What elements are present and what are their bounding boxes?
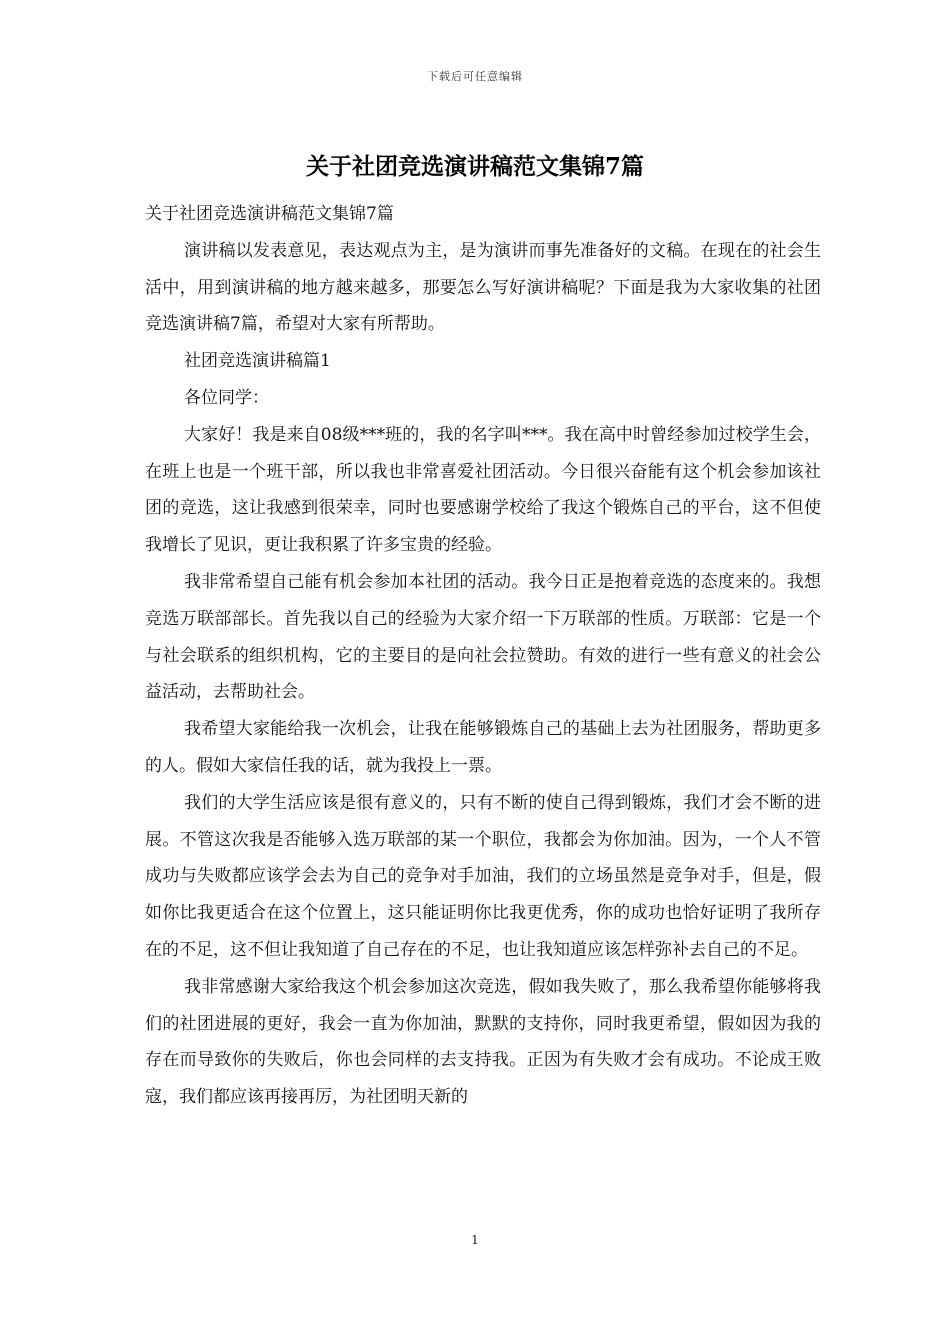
paragraph: 我非常希望自己能有机会参加本社团的活动。我今日正是抱着竞选的态度来的。我想竞选万联部部长。首先我以自己的经验为大家介绍一下万联部的性质。万联部：它是一个与社会联系的组织机构，它的主要目的是向社会拉赞助。有效的进行一些有意义的社会公益活动，去帮助社会。 — [145, 571, 821, 703]
document-subtitle: 关于社团竞选演讲稿范文集锦7篇 — [145, 204, 394, 224]
document-title: 关于社团竞选演讲稿范文集锦7篇 — [305, 153, 644, 180]
salutation: 各位同学： — [184, 387, 269, 408]
section-heading: 社团竞选演讲稿篇1 — [184, 351, 331, 372]
document-body — [145, 196, 821, 1116]
paragraph: 我非常感谢大家给我这个机会参加这次竞选，假如我失败了，那么我希望你能够将我们的社团进展的更好，我会一直为你加油，默默的支持你，同时我更希望，假如因为我的存在而导致你的失败后，你也会同样的去支持我。正因为有失败才会有成功。不论成王败寇，我们都应该再接再厉，为社团明天新的 — [145, 976, 821, 1108]
paragraph: 我们的大学生活应该是很有意义的，只有不断的使自己得到锻炼，我们才会不断的进展。不管这次我是否能够入选万联部的某一个职位，我都会为你加油。因为，一个人不管成功与失败都应该学会去为自己的竞争对手加油，我们的立场虽然是竞争对手，但是，假如你比我更适合在这个位置上，这只能证明你比我更优秀，你的成功也恰好证明了我所存在的不足，这不但让我知道了自己存在的不足，也让我知道应该怎样弥补去自己的不足。 — [145, 792, 821, 960]
page-header-note: 下载后可任意编辑 — [427, 70, 523, 83]
paragraph: 我希望大家能给我一次机会，让我在能够锻炼自己的基础上去为社团服务，帮助更多的人。假如大家信任我的话，就为我投上一票。 — [145, 719, 821, 776]
paragraph: 大家好！我是来自08级***班的，我的名字叫***。我在高中时曾经参加过校学生会，在班上也是一个班干部，所以我也非常喜爱社团活动。今日很兴奋能有这个机会参加该社团的竞选，这让我感到很荣幸，同时也要感谢学校给了我这个锻炼自己的平台，这不但使我增长了见识，更让我积累了许多宝贵的经验。 — [145, 424, 821, 556]
page-number: 1 — [471, 1233, 479, 1247]
paragraph-intro: 演讲稿以发表意见，表达观点为主，是为演讲而事先准备好的文稿。在现在的社会生活中，用到演讲稿的地方越来越多，那要怎么写好演讲稿呢？下面是我为大家收集的社团竞选演讲稿7篇，希望对大家有所帮助。 — [145, 240, 821, 335]
